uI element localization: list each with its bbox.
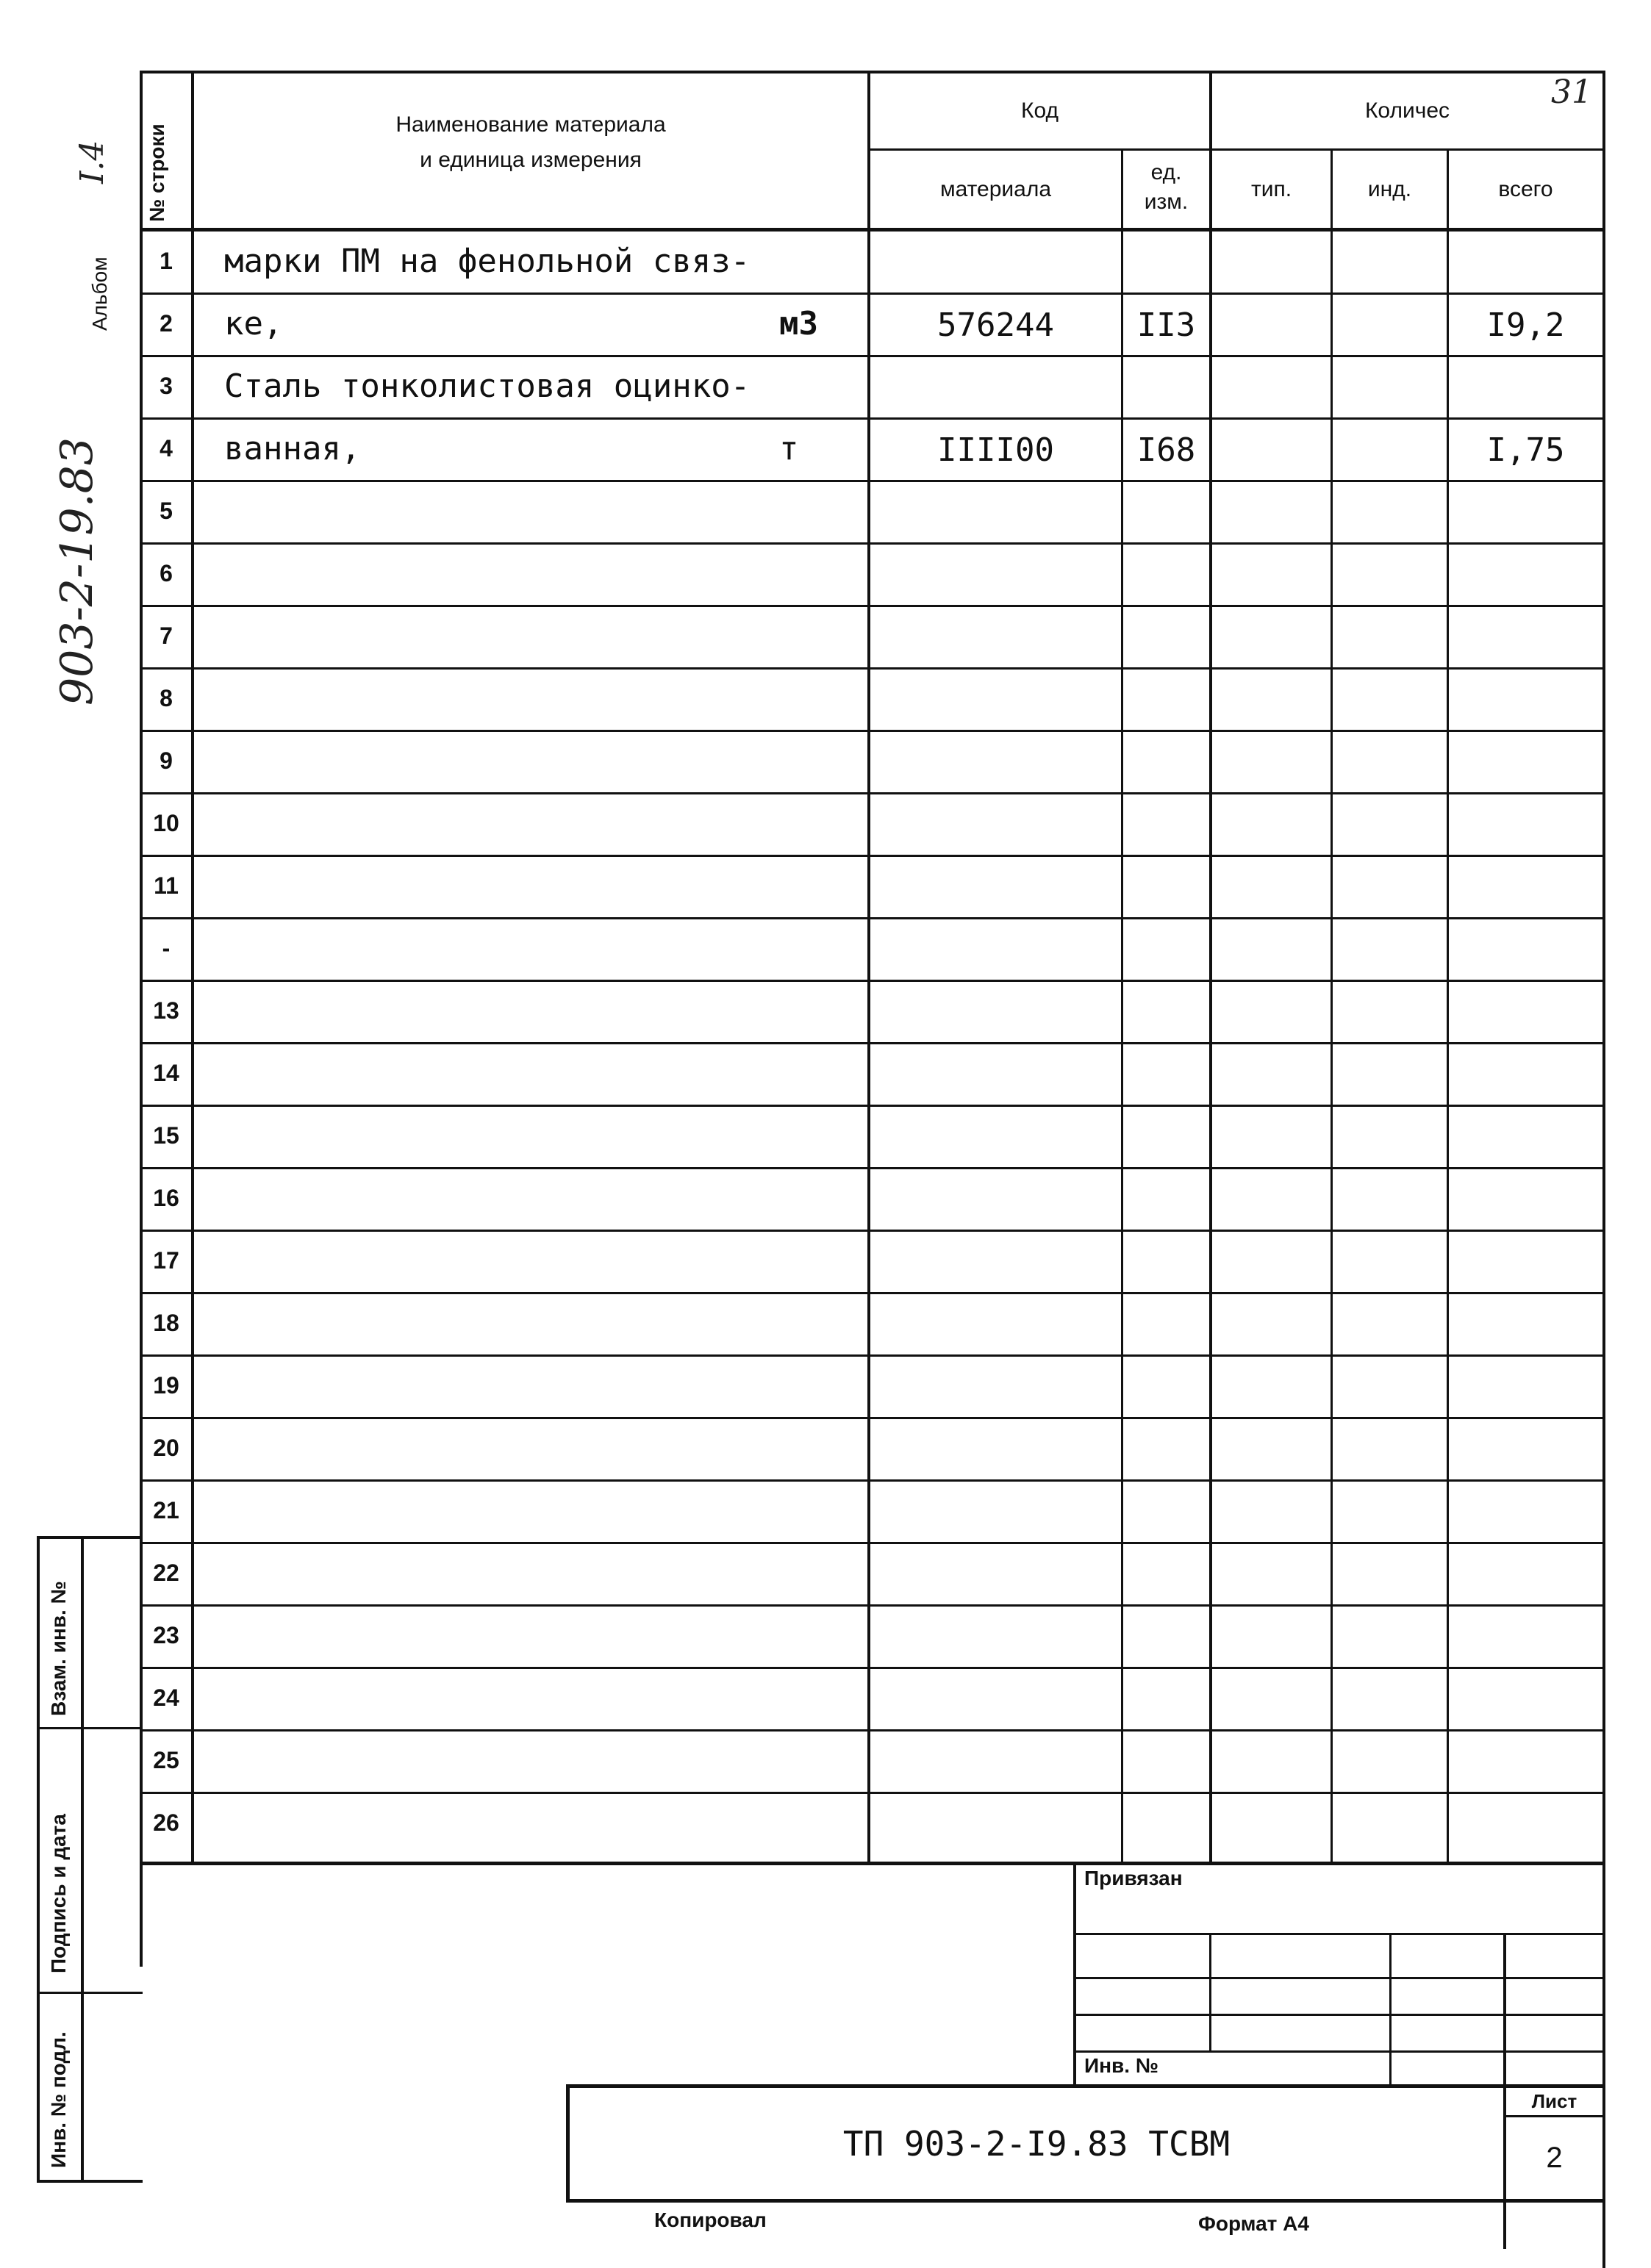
row-number: 16 <box>153 1185 179 1211</box>
row-number: 1 <box>160 248 173 274</box>
row-number: 15 <box>153 1122 179 1149</box>
table-right-line <box>1602 71 1605 2268</box>
row-line <box>143 355 1602 357</box>
tb-col-line <box>1209 1933 1211 2050</box>
quantity-total: I9,2 <box>1486 306 1565 344</box>
name-header-line2: и единица измерения <box>420 148 642 172</box>
row-line <box>143 1292 1602 1294</box>
rownum-divider <box>191 71 194 1864</box>
row-number: 10 <box>153 810 179 836</box>
tb-line <box>1073 1933 1602 1935</box>
row-number: 21 <box>153 1497 179 1524</box>
row-number: 9 <box>160 747 173 774</box>
row-line <box>143 1354 1602 1357</box>
row-line <box>143 792 1602 794</box>
material-unit: т <box>779 430 799 467</box>
row-line <box>143 1042 1602 1044</box>
unit-code: I68 <box>1136 431 1196 469</box>
material-code: 576244 <box>937 306 1054 344</box>
row-number: 8 <box>160 685 173 711</box>
material-code: IIII00 <box>937 431 1054 469</box>
album-value: I.4 <box>74 140 111 184</box>
code-material-header: материала <box>939 176 1052 201</box>
row-line <box>143 1604 1602 1607</box>
row-line <box>143 1479 1602 1482</box>
footer-copied: Копировал <box>654 2208 767 2231</box>
table-bottom-line <box>140 1862 1602 1865</box>
row-number: - <box>162 935 171 961</box>
row-line <box>143 1667 1602 1669</box>
row-number-header: № строки <box>146 123 168 222</box>
qty-group-header: Количес <box>1364 98 1450 123</box>
row-number: 11 <box>154 872 179 899</box>
header-bottom-line <box>140 228 1602 232</box>
album-label: Альбом <box>88 256 111 331</box>
row-number: 7 <box>160 622 173 649</box>
row-line <box>143 667 1602 670</box>
row-number: 24 <box>153 1684 179 1711</box>
row-number: 2 <box>160 310 173 337</box>
row-line <box>143 1729 1602 1731</box>
row-line <box>143 480 1602 482</box>
material-unit: м3 <box>779 305 818 342</box>
stamp-inv-podl: Инв. № подл. <box>47 2031 70 2168</box>
stamp-divider <box>37 1992 143 1994</box>
row-line <box>143 855 1602 857</box>
tb-main-bottom <box>566 2199 1602 2203</box>
row-number: 14 <box>153 1060 179 1086</box>
qty-type-header: тип. <box>1250 176 1292 201</box>
row-line <box>143 1230 1602 1232</box>
row-number: 25 <box>153 1747 179 1773</box>
row-number: 3 <box>160 373 173 399</box>
code-qty-divider <box>1209 71 1212 1864</box>
row-number: 22 <box>153 1560 179 1586</box>
code-unit-header-1: ед. <box>1150 160 1182 184</box>
material-name: ванная, <box>224 430 361 467</box>
tb-line <box>1073 1977 1602 1979</box>
row-number: 26 <box>153 1809 179 1836</box>
code-unit-header-2: изм. <box>1144 190 1189 214</box>
row-number: 17 <box>153 1247 179 1274</box>
code-group-header: Код <box>1020 98 1059 123</box>
page-number: 31 <box>1551 73 1592 111</box>
tb-line <box>1073 2050 1602 2053</box>
stamp-mid-line <box>81 1536 84 2183</box>
name-header-line1: Наименование материала <box>395 112 666 137</box>
row-line <box>143 1417 1602 1419</box>
row-number: 18 <box>153 1310 179 1336</box>
row-line <box>143 917 1602 919</box>
row-line <box>143 605 1602 607</box>
list-value: 2 <box>1546 2142 1563 2174</box>
row-number: 13 <box>153 997 179 1024</box>
row-line <box>143 1792 1602 1794</box>
row-line <box>143 980 1602 982</box>
material-name: ке, <box>224 305 283 342</box>
row-number: 5 <box>160 498 173 524</box>
qty-ind-header: инд. <box>1367 176 1412 201</box>
tb-col-line <box>1389 1933 1392 2087</box>
stamp-bottom-line <box>37 2180 143 2183</box>
row-line <box>143 1167 1602 1169</box>
stamp-podpis: Подпись и дата <box>47 1814 70 1973</box>
row-number: 20 <box>153 1435 179 1461</box>
row-number: 4 <box>160 435 173 462</box>
handwritten-doc-number: 903-2-19.83 <box>51 437 103 706</box>
tb-inv-no: Инв. № <box>1084 2054 1159 2077</box>
row-line <box>143 1105 1602 1107</box>
stamp-divider <box>37 1727 143 1729</box>
row-number: 6 <box>160 560 173 586</box>
material-name: марки ПМ на фенольной связ- <box>224 243 751 280</box>
quantity-total: I,75 <box>1486 431 1565 469</box>
list-label: Лист <box>1531 2090 1577 2112</box>
row-number: 19 <box>153 1372 179 1399</box>
material-name: Сталь тонколистовая оцинко- <box>224 367 751 405</box>
row-line <box>143 542 1602 545</box>
row-line <box>143 730 1602 732</box>
stamp-left-line <box>37 1536 40 2183</box>
tb-line <box>1073 2014 1602 2016</box>
row-line <box>143 1542 1602 1544</box>
tb-privyazan: Привязан <box>1084 1867 1183 1890</box>
stamp-vzam: Взам. инв. № <box>47 1581 70 1716</box>
unit-code: II3 <box>1136 306 1196 344</box>
doc-code: ТП 903-2-I9.83 ТСВМ <box>842 2123 1231 2164</box>
row-number: 23 <box>153 1622 179 1648</box>
stamp-top-line <box>37 1536 143 1539</box>
footer-format: Формат А4 <box>1198 2212 1309 2235</box>
qty-total-header: всего <box>1498 176 1553 201</box>
